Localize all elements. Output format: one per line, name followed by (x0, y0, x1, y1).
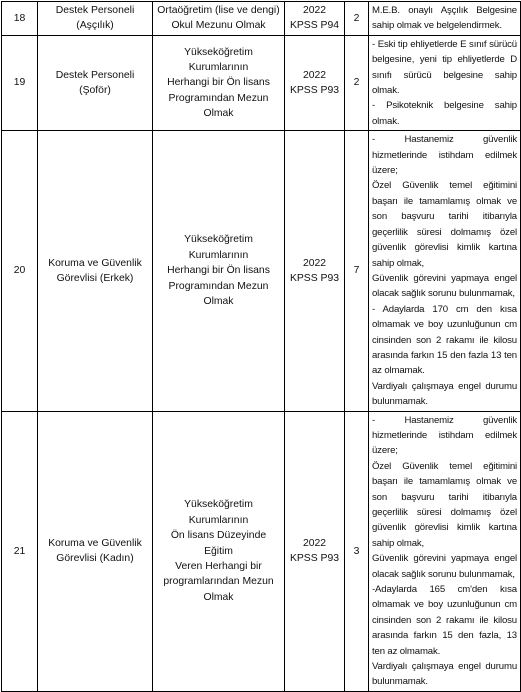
position-line: (Şoför) (79, 85, 111, 97)
education-line: Okul Mezunu Olmak (171, 20, 266, 32)
requirements-cell (369, 35, 521, 130)
exam-score-type: KPSS P93 (289, 272, 340, 284)
education-line: Ön lisans Düzeyinde Eğitim (170, 530, 267, 557)
education-line: Herhangi bir Ön lisans (167, 265, 270, 277)
exam-score-type: KPSS P94 (289, 20, 340, 32)
exam-year: 2022 (302, 69, 327, 81)
education-line: Programından Mezun Olmak (168, 280, 269, 308)
requirements-cell (369, 411, 521, 691)
requirement-line: Vardiyalı çalışmaya engel durumu bulunmamak. (372, 380, 517, 408)
exam-score-type: KPSS P93 (289, 85, 340, 97)
education-line: Herhangi bir Ön lisans (167, 77, 270, 89)
count-cell: 2 (345, 2, 369, 36)
position-cell (38, 131, 153, 411)
education-line: Yükseköğretim Kurumlarının (184, 46, 253, 73)
position-line: Görevlisi (Erkek) (56, 272, 134, 284)
position-line: Destek Personeli (55, 69, 135, 81)
requirements-cell (369, 131, 521, 411)
requirement-line: - Psikoteknik belgesine sahip olmak. (372, 100, 517, 127)
exam-score-type: KPSS P93 (289, 553, 340, 565)
education-cell (153, 35, 285, 130)
requirement-line: Özel Güvenlik temel eğitimini başarı ile tamamlamış olmak ve son başvuru tarihi itibarıyla geçerlilik süresi dolmamış özel güvenlik görevlisi kimlik kartına sahip olmak, (372, 180, 517, 269)
education-cell (153, 411, 285, 691)
requirements-cell (369, 2, 521, 36)
exam-year: 2022 (302, 257, 327, 269)
table-row (2, 411, 521, 691)
education-line: Yükseköğretim Kurumlarının (184, 499, 253, 526)
count-cell: 7 (345, 131, 369, 411)
education-cell (153, 131, 285, 411)
count-cell: 2 (345, 35, 369, 130)
position-line: (Aşçılık) (76, 20, 114, 32)
position-cell (38, 35, 153, 130)
requirement-line: - Adaylarda 170 cm den kısa olmamak ve boy uzunluğunun cm cinsinden son 2 rakamı ile kilosu arasında farkın 15 den fazla 13 ten az olmamak. (372, 303, 517, 377)
education-cell (153, 2, 285, 36)
position-line: Görevlisi (Kadın) (56, 553, 134, 565)
requirement-line: - Eski tip ehliyetlerde E sınıf sürücü belgesine, yeni tip ehliyetlerde D sınıfı sürücü belgesine sahip olmak. (372, 38, 517, 97)
table-row (2, 131, 521, 411)
education-line: Ortaöğretim (lise ve dengi) (157, 5, 280, 16)
requirement-line: M.E.B. onaylı Aşçılık Belgesine sahip olmak ve belgelendirmek. (372, 5, 517, 32)
table-row (2, 35, 521, 130)
requirement-line: -Adaylarda 165 cm'den kısa olmamak ve boy uzunluğunun cm cinsinden son 2 rakamı ile kilosu arasında farkın 15 den fazla, 13 ten az olmamak. (372, 584, 517, 657)
requirement-line: - Hastanemiz güvenlik hizmetlerinde istihdam edilmek üzere; (372, 134, 517, 177)
position-cell (38, 2, 153, 36)
position-line: Destek Personeli (55, 5, 135, 16)
exam-year: 2022 (302, 5, 327, 16)
education-line: Olmak (203, 591, 234, 603)
education-line: Veren Herhangi bir (175, 560, 262, 572)
exam-cell (285, 131, 345, 411)
row-number: 19 (2, 35, 38, 130)
exam-year: 2022 (302, 537, 327, 549)
exam-cell (285, 35, 345, 130)
table-row (2, 2, 521, 36)
requirement-line: Vardiyalı çalışmaya engel durumu bulunmamak. (372, 661, 517, 688)
row-number: 20 (2, 131, 38, 411)
education-line: programlarından Mezun (163, 576, 274, 588)
position-line: Koruma ve Güvenlik (48, 537, 142, 549)
requirement-line: Özel Güvenlik temel eğitimini başarı ile tamamlamış olmak ve son başvuru tarihi itibarıyla geçerlilik süresi dolmamış özel güvenlik görevlisi kimlik kartına sahip olmak, (372, 460, 517, 549)
position-line: Koruma ve Güvenlik (48, 257, 142, 269)
positions-table (1, 1, 521, 692)
position-cell (38, 411, 153, 691)
exam-cell (285, 411, 345, 691)
count-cell: 3 (345, 411, 369, 691)
requirement-line: Güvenlik görevini yapmaya engel olacak sağlık sorunu bulunmamak, (372, 272, 517, 300)
requirement-line: Güvenlik görevini yapmaya engel olacak sağlık sorunu bulunmamak, (372, 553, 517, 580)
row-number: 18 (2, 2, 38, 36)
row-number: 21 (2, 411, 38, 691)
requirement-line: - Hastanemiz güvenlik hizmetlerinde istihdam edilmek üzere; (372, 414, 517, 457)
exam-cell (285, 2, 345, 36)
education-line: Yükseköğretim Kurumlarının (184, 234, 253, 261)
education-line: Programından Mezun Olmak (168, 92, 269, 120)
